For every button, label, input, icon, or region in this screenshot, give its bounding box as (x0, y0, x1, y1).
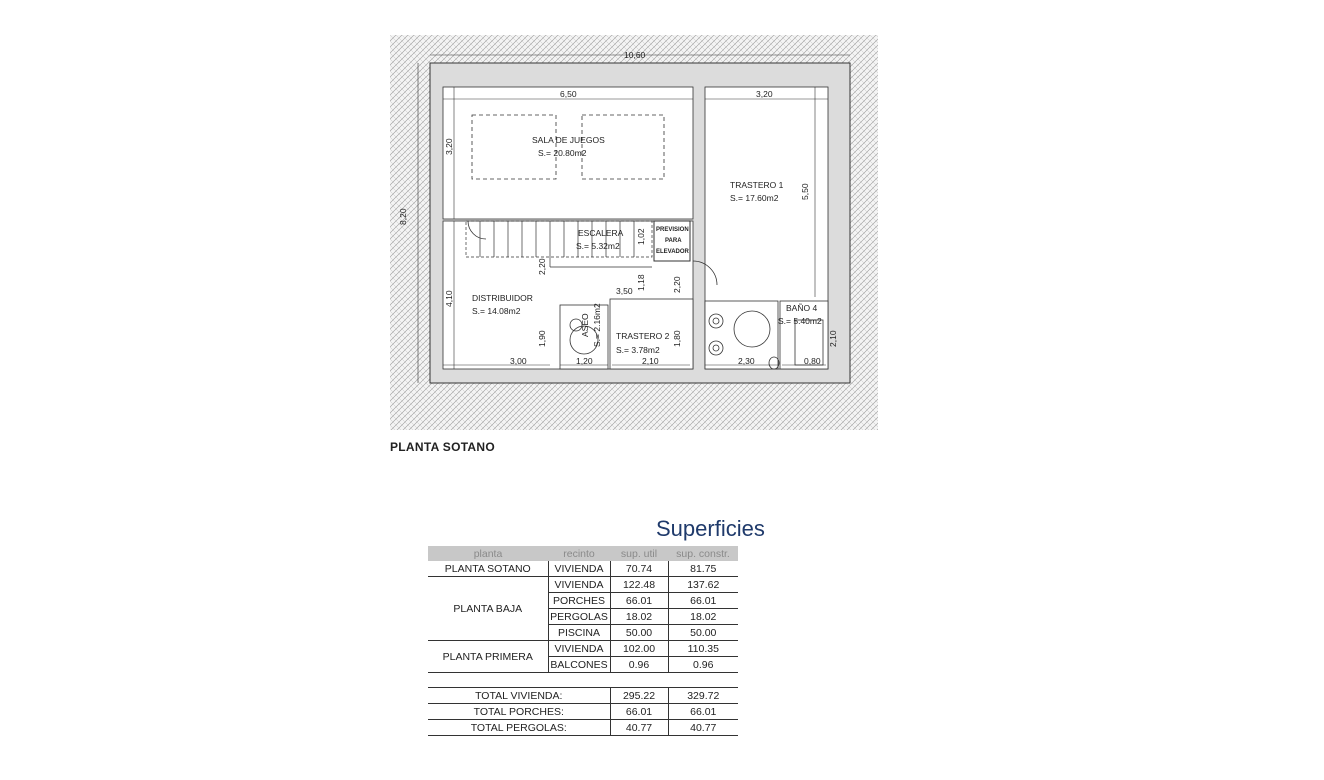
room-escalera-name: ESCALERA (578, 228, 624, 238)
cell-planta: PLANTA BAJA (428, 577, 548, 641)
cell-recinto: PORCHES (548, 593, 610, 609)
room-aseo-name: ASEO (580, 313, 590, 337)
floor-plan (390, 35, 878, 430)
header-util: sup. util (610, 546, 668, 561)
elevator-line3: ELEVADOR (656, 249, 689, 255)
total-label: TOTAL PERGOLAS: (428, 720, 610, 736)
cell-util: 66.01 (610, 593, 668, 609)
cell-recinto: VIVIENDA (548, 577, 610, 593)
cell-util: 0.96 (610, 657, 668, 673)
dim-right-upper: 5,50 (800, 183, 810, 200)
cell-constr: 66.01 (668, 593, 738, 609)
room-escalera-area: S.= 5.32m2 (576, 241, 620, 251)
total-row (428, 704, 738, 720)
cell-util: 102.00 (610, 641, 668, 657)
total-util: 295.22 (610, 688, 668, 704)
room-aseo-area: S.= 2.16m2 (592, 303, 602, 347)
total-row (428, 688, 738, 704)
total-util: 66.01 (610, 704, 668, 720)
total-util: 40.77 (610, 720, 668, 736)
header-constr: sup. constr. (668, 546, 738, 561)
table-row (428, 561, 738, 577)
cell-recinto: BALCONES (548, 657, 610, 673)
total-constr: 66.01 (668, 704, 738, 720)
cell-util: 122.48 (610, 577, 668, 593)
dim-corridor-h: 1,18 (636, 274, 646, 291)
room-trastero1-area: S.= 17.60m2 (730, 193, 779, 203)
dim-stair-h: 1,02 (636, 228, 646, 245)
dim-corridor-w: 3,50 (616, 286, 633, 296)
dim-stair-w: 2,20 (537, 258, 547, 275)
total-row (428, 720, 738, 736)
superficies-title: Superficies (656, 516, 765, 541)
cell-util: 18.02 (610, 609, 668, 625)
room-bano4-area: S.= 5.40m2 (778, 316, 822, 326)
dim-bottom-4: 2,30 (738, 356, 755, 366)
total-label: TOTAL VIVIENDA: (428, 688, 610, 704)
room-distribuidor-name: DISTRIBUIDOR (472, 293, 533, 303)
cell-constr: 110.35 (668, 641, 738, 657)
cell-recinto: VIVIENDA (548, 561, 610, 577)
total-constr: 329.72 (668, 688, 738, 704)
room-distribuidor-area: S.= 14.08m2 (472, 306, 521, 316)
room-trastero2-name: TRASTERO 2 (616, 331, 670, 341)
dim-bottom-5: 0,80 (804, 356, 821, 366)
dim-door-h: 2,20 (672, 276, 682, 293)
cell-recinto: PERGOLAS (548, 609, 610, 625)
cell-constr: 18.02 (668, 609, 738, 625)
total-constr: 40.77 (668, 720, 738, 736)
dim-overall-height: 8,20 (398, 208, 408, 225)
dim-top-left: 6,50 (560, 89, 577, 99)
room-sala-area: S.= 20.80m2 (538, 148, 587, 158)
total-label: TOTAL PORCHES: (428, 704, 610, 720)
cell-util: 50.00 (610, 625, 668, 641)
dim-b4-h: 2,10 (828, 330, 838, 347)
dim-bottom-2: 1,20 (576, 356, 593, 366)
header-recinto: recinto (548, 546, 610, 561)
elevator-line2: PARA (665, 238, 682, 244)
cell-constr: 81.75 (668, 561, 738, 577)
room-sala-name: SALA DE JUEGOS (532, 135, 605, 145)
cell-planta: PLANTA PRIMERA (428, 641, 548, 673)
table-spacer (428, 673, 738, 688)
room-trastero2-area: S.= 3.78m2 (616, 345, 660, 355)
table-row (428, 577, 738, 593)
dim-bottom-1: 3,00 (510, 356, 527, 366)
table-header-row (428, 546, 738, 561)
cell-util: 70.74 (610, 561, 668, 577)
dim-ws-h: 1,90 (537, 330, 547, 347)
table-row (428, 641, 738, 657)
cell-constr: 137.62 (668, 577, 738, 593)
dim-top-right: 3,20 (756, 89, 773, 99)
superficies-table (428, 546, 738, 736)
elevator-line1: PREVISION (656, 227, 689, 233)
header-planta: planta (428, 546, 548, 561)
room-trastero1-name: TRASTERO 1 (730, 180, 784, 190)
plan-caption: PLANTA SOTANO (390, 440, 496, 454)
dim-bottom-3: 2,10 (642, 356, 659, 366)
dim-t2-h: 1,80 (672, 330, 682, 347)
cell-constr: 50.00 (668, 625, 738, 641)
cell-planta: PLANTA SOTANO (428, 561, 548, 577)
dim-left-upper: 3,20 (444, 138, 454, 155)
dim-left-lower: 4,10 (444, 290, 454, 307)
cell-recinto: VIVIENDA (548, 641, 610, 657)
room-bano4-name: BAÑO 4 (786, 303, 818, 313)
cell-constr: 0.96 (668, 657, 738, 673)
dim-overall-width: 10,60 (624, 50, 646, 60)
cell-recinto: PISCINA (548, 625, 610, 641)
